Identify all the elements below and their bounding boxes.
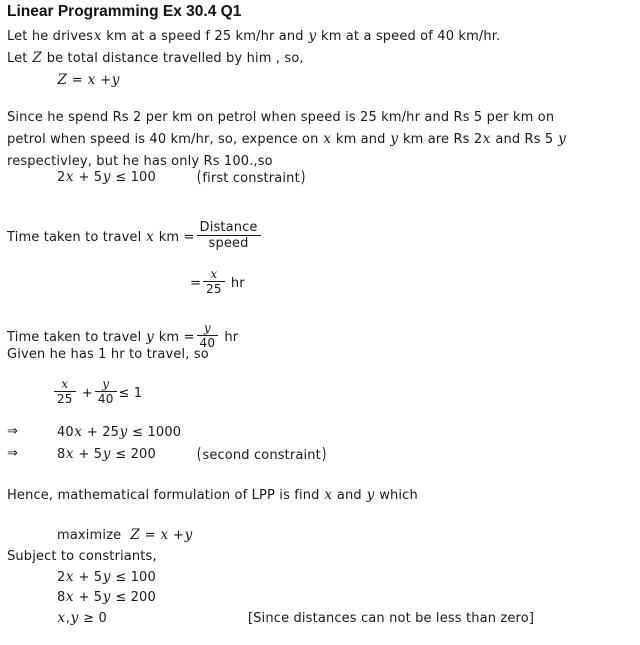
variable-x: x [65, 446, 74, 462]
page-title: Linear Programming Ex 30.4 Q1 [7, 3, 242, 20]
coef-8: 8 [57, 590, 66, 605]
variable-x: x [65, 589, 74, 605]
given-line: Given he has 1 hr to travel, so [7, 347, 209, 362]
intro-line-1 [7, 29, 500, 44]
plus-5: + 5 [78, 170, 103, 185]
variable-x: x [323, 131, 332, 147]
time-x-label-a: Time taken to travel [7, 229, 142, 245]
unit-hr: hr [224, 329, 239, 345]
second-constraint-note [196, 444, 327, 463]
hence-text-c: which [379, 488, 418, 503]
relation-ge-0: ≥ 0 [83, 611, 107, 626]
variable-y: y [102, 169, 111, 185]
paren-open: ( [196, 444, 202, 463]
variable-x: x [146, 228, 154, 245]
fraction-numerator: y [102, 377, 110, 391]
first-constraint-note [196, 167, 306, 186]
subject-to-label: Subject to constriants, [7, 549, 157, 564]
time-y-label-a: Time taken to travel [7, 329, 142, 345]
objective-equation [57, 73, 120, 88]
paren-close: ) [300, 167, 306, 186]
final-constraint-1 [57, 570, 156, 585]
equals-sign: = [144, 528, 156, 543]
fraction-y-over-40 [95, 377, 117, 407]
variable-z: Z [57, 72, 68, 88]
equals-sign: = [71, 73, 83, 88]
paren-open: ( [196, 167, 202, 186]
relation-le-200: ≤ 200 [115, 590, 156, 605]
implies-equation-1 [57, 425, 181, 440]
variable-x: x [74, 424, 83, 440]
variable-y: y [146, 328, 154, 345]
variable-x: x [93, 28, 102, 44]
hence-text-a: Hence, mathematical formulation of LPP is find [7, 488, 320, 503]
plus-sign: + [81, 385, 93, 401]
final-constraint-2 [57, 590, 156, 605]
para2-line-2-text-c: km are Rs 2 [402, 132, 483, 147]
variable-y: y [111, 72, 120, 88]
fraction-denominator: 40 [197, 335, 219, 351]
coef-40: 40 [57, 425, 74, 440]
variable-x: x [482, 131, 491, 147]
variable-y: y [70, 610, 79, 626]
variable-y: y [184, 527, 193, 543]
para2-line-2-text-d: and Rs 5 [495, 132, 554, 147]
variable-y: y [102, 446, 111, 462]
fraction-numerator: y [203, 321, 211, 335]
fraction-distance-over-speed [197, 221, 261, 251]
variable-x: x [324, 487, 333, 503]
fraction-denominator: 40 [95, 391, 117, 407]
variable-y: y [119, 424, 128, 440]
variable-y: y [308, 28, 317, 44]
implies-arrow-2: ⇒ [7, 446, 19, 461]
hence-line [7, 488, 418, 503]
coef-8: 8 [57, 447, 66, 462]
coef-2: 2 [57, 570, 66, 585]
variable-z: Z [130, 527, 140, 543]
intro-line-2-text-a: Let [7, 51, 28, 66]
para2-line-2-text-a: petrol when speed is 40 km/hr, so, expence on [7, 132, 319, 147]
variable-x: x [65, 569, 74, 585]
variable-x: x [87, 72, 96, 88]
intro-line-2 [7, 51, 304, 66]
final-note: [Since distances can not be less than zero] [248, 611, 535, 626]
intro-line-1-text-c: km at a speed of 40 km/hr. [321, 29, 501, 44]
intro-line-2-text-b: be total distance travelled by him , so, [46, 51, 304, 66]
variable-x: x [65, 169, 74, 185]
equals-sign: = [190, 275, 202, 291]
final-constraint-3 [57, 611, 107, 626]
intro-line-1-text-b: km at a speed f 25 km/hr and [106, 29, 304, 44]
paren-close: ) [321, 444, 327, 463]
time-y-label-b: km = [158, 329, 195, 345]
variable-x: x [57, 610, 66, 626]
first-constraint-note-text: first constraint [202, 171, 300, 186]
maximize-line [57, 528, 193, 543]
variable-y: y [366, 487, 375, 503]
comma: , [65, 611, 71, 626]
variable-y: y [390, 131, 399, 147]
time-x-label-b: km = [158, 229, 195, 245]
fraction-denominator: 25 [203, 281, 225, 297]
implies-arrow-1: ⇒ [7, 424, 19, 439]
plus-5: + 5 [78, 447, 103, 462]
time-x-line [7, 222, 263, 252]
para2-line-2 [7, 132, 566, 147]
fraction-x-over-25 [203, 267, 225, 297]
plus-sign: + [173, 528, 185, 543]
para2-line-2-text-b: km and [335, 132, 386, 147]
intro-line-1-text-a: Let he drives [7, 29, 94, 44]
variable-y: y [558, 131, 566, 147]
fraction-numerator: x [61, 377, 69, 391]
relation-le-1000: ≤ 1000 [132, 425, 182, 440]
relation-le-200: ≤ 200 [115, 447, 156, 462]
implies-equation-2 [57, 447, 156, 462]
para2-line-1: Since he spend Rs 2 per km on petrol when speed is 25 km/hr and Rs 5 per km on [7, 110, 555, 125]
first-constraint-equation [57, 170, 156, 185]
unit-hr: hr [230, 275, 245, 291]
relation-le-100: ≤ 100 [115, 570, 156, 585]
second-constraint-note-text: second constraint [202, 448, 321, 463]
para2-line-3: respectivley, but he has only Rs 100.,so [7, 154, 273, 169]
fraction-denominator: 25 [54, 391, 76, 407]
plus-5: + 5 [78, 570, 103, 585]
maximize-label: maximize [57, 528, 122, 543]
variable-z: Z [32, 50, 42, 66]
hence-text-b: and [336, 488, 362, 503]
plus-sign: + [100, 73, 112, 88]
variable-y: y [102, 589, 111, 605]
relation-le-1: ≤ 1 [118, 385, 143, 401]
time-x-result-line [190, 268, 245, 298]
fraction-denominator: speed [197, 235, 261, 251]
time-sum-inequality [52, 378, 142, 408]
fraction-numerator: Distance [199, 220, 258, 235]
variable-y: y [102, 569, 111, 585]
plus-25: + 25 [86, 425, 120, 440]
variable-x: x [160, 527, 169, 543]
plus-5: + 5 [78, 590, 103, 605]
fraction-x-over-25 [54, 377, 76, 407]
relation-le-100: ≤ 100 [115, 170, 156, 185]
fraction-numerator: x [210, 267, 218, 281]
coef-2: 2 [57, 170, 66, 185]
